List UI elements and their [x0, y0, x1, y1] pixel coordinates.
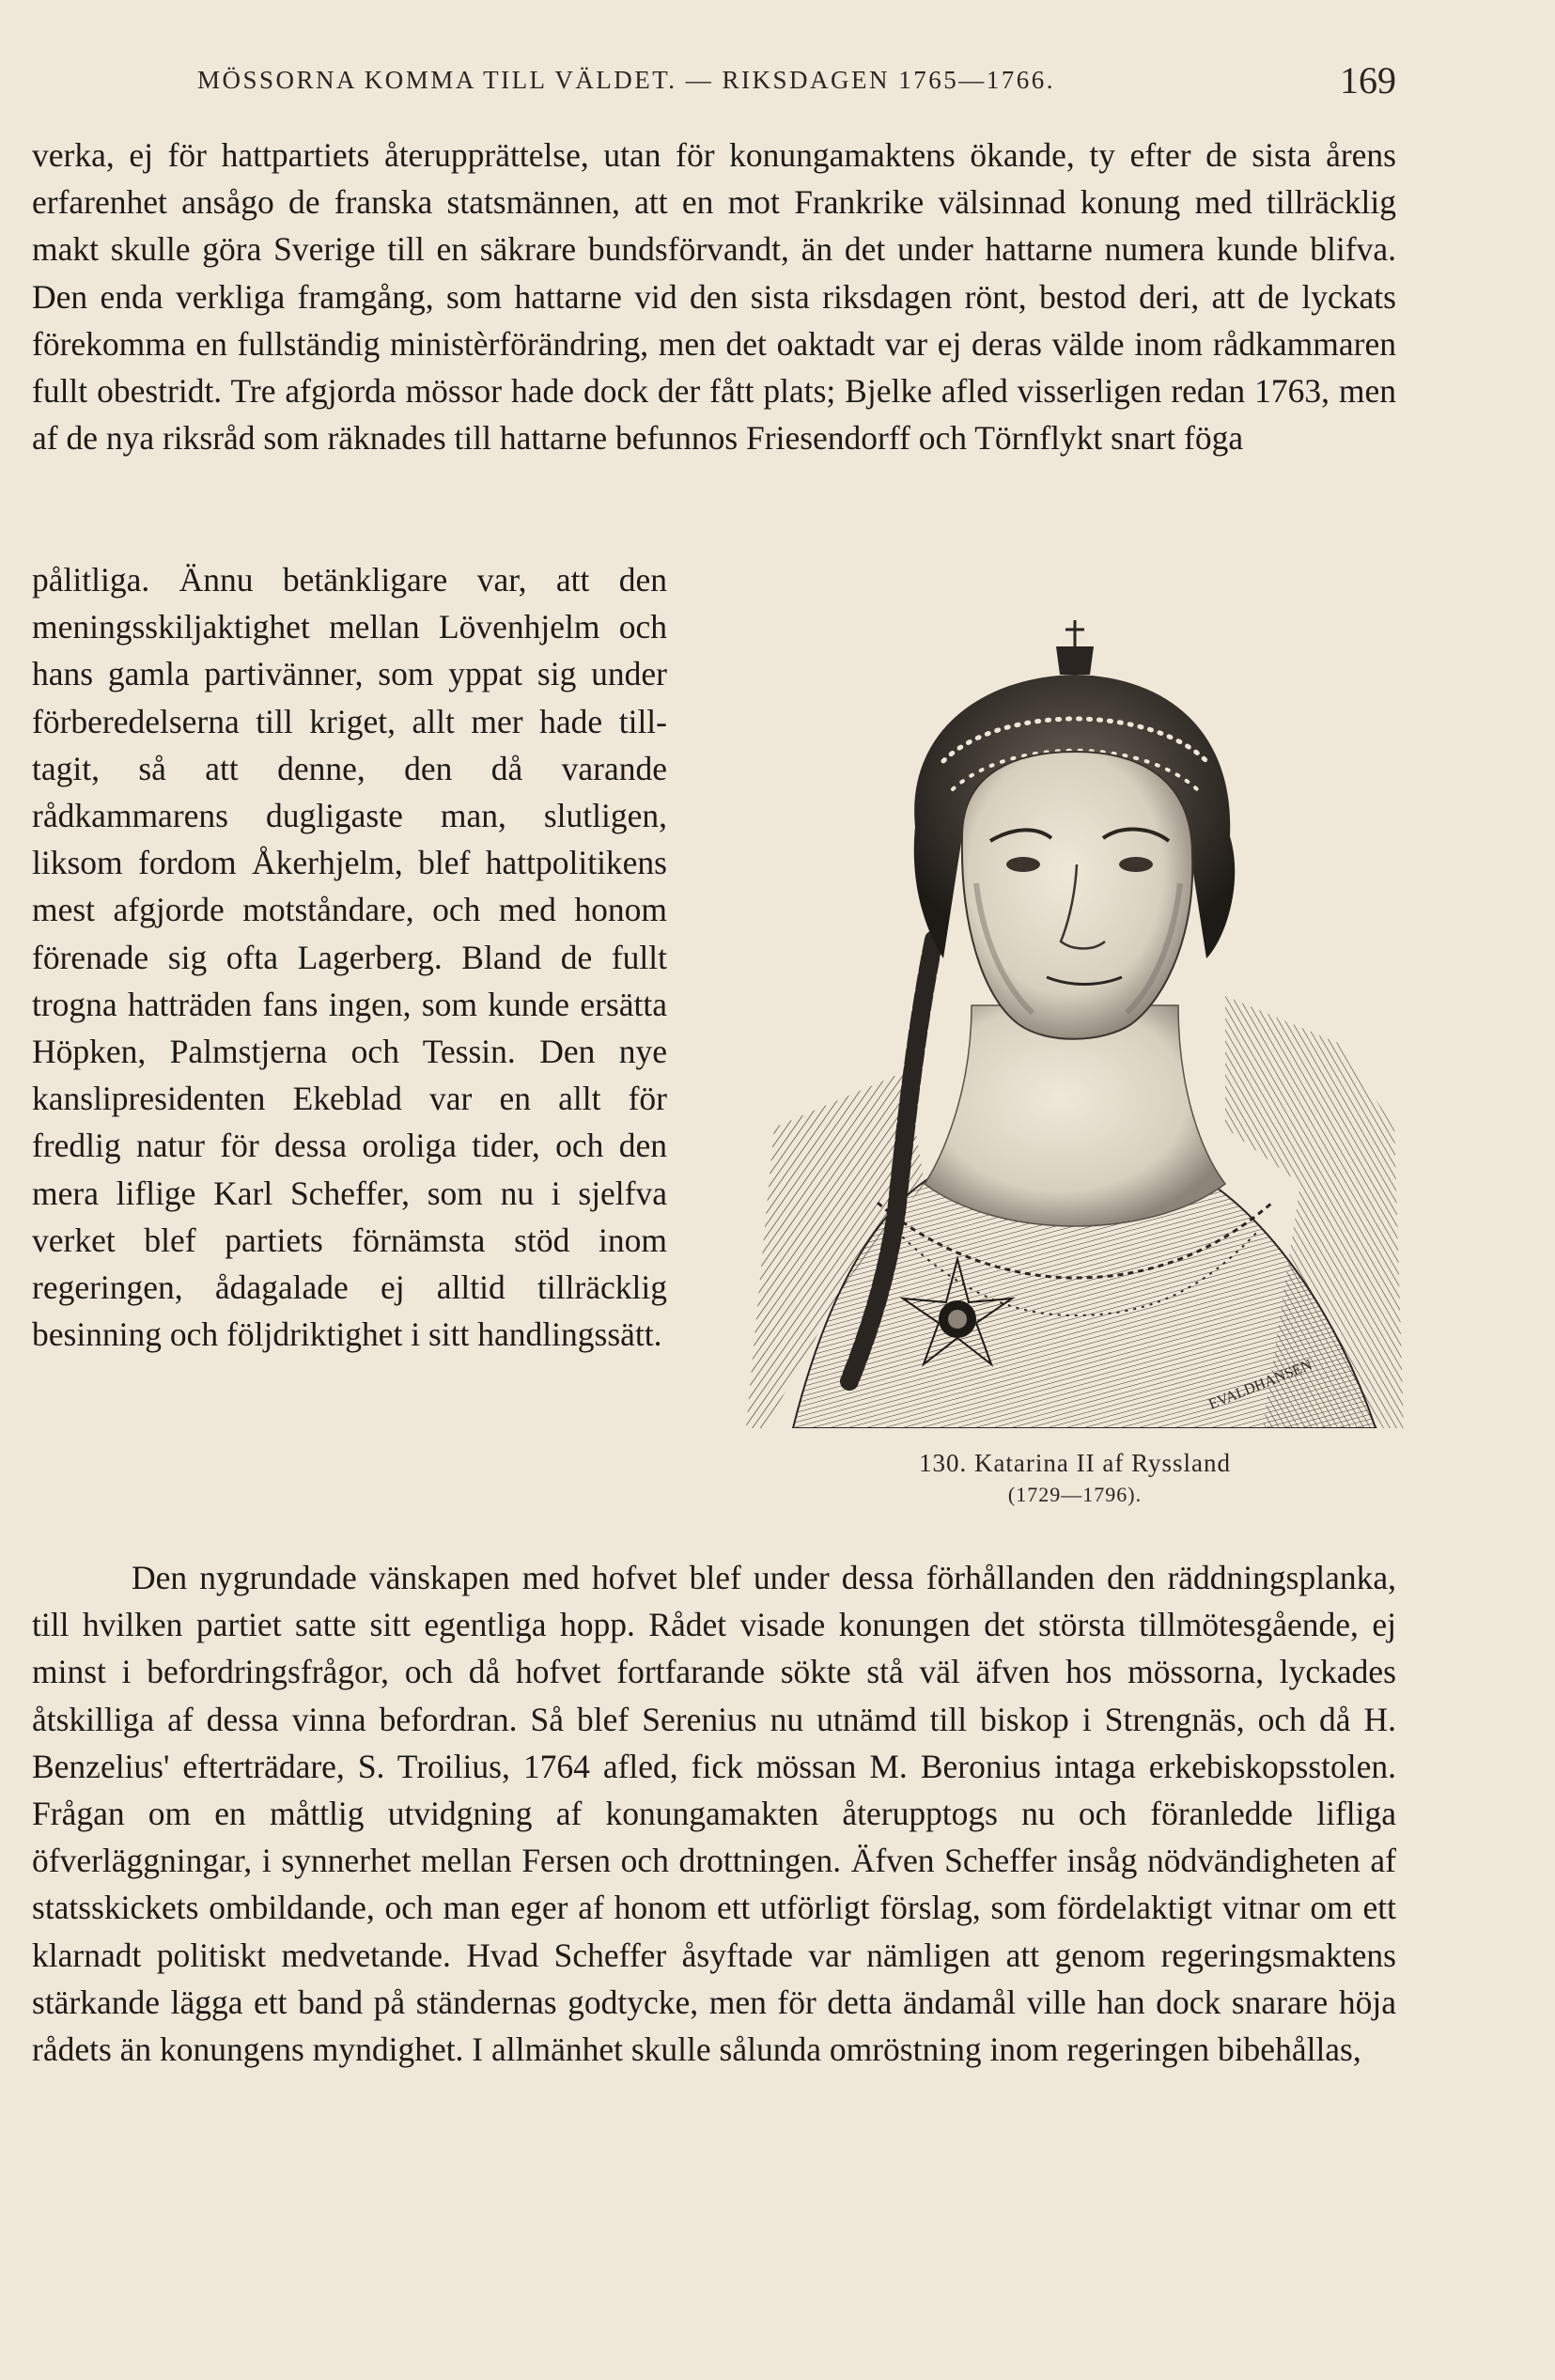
- body-text-beside-figure: [32, 556, 667, 1358]
- book-page: [32, 0, 1396, 2380]
- paragraph-top: verka, ej för hattpartiets återupprättelse, utan för konungamaktens ökande, ty efter de sista årens erfarenhet ansågo de franska statsmännen, att en mot Frankrike välsinnad konung med tillräcklig makt skulle göra Sverige till en säkrare bundsförvandt, än det under hattarne numera kunde blifva. Den enda verkliga framgång, som hattarne vid den sista riksdagen rönt, bestod deri, att de lyckats förekomma en fullständig ministèrförändring, men det oaktadt var ej deras välde inom rådkammaren fullt obestridt. Tre afgjorda mössor hade dock der fått plats; Bjelke afled visserligen redan 1763, men af de nya riksråd som räknades till hattarne befunnos Friesendorff och Törnflykt snart föga: [32, 136, 1396, 458]
- body-text-top: [32, 132, 1396, 461]
- paragraph-bottom: Den nygrundade vänskapen med hofvet blef under dessa förhållanden den räddningsplanka, till hvilken partiet satte sitt egentliga hopp. Rådet visade konungen det största tillmötesgående, ej minst i befordringsfrågor, och då hofvet fortfarande sökte stå väl äfven hos mössorna, lyckades åtskilliga af dessa vinna befordran. Så blef Serenius nu utnämd till biskop i Strengnäs, och då H. Benzelius' efterträdare, S. Troilius, 1764 afled, fick mössan M. Beronius intaga erkebiskopsstolen. Frågan om en måttlig utvidgning af konungamakten återupptogs nu och föranledde lifliga öfverläggningar, i synnerhet mellan Fersen och drottningen. Äfven Scheffer insåg nödvändigheten af statsskickets ombildande, och man eger af honom ett utförligt förslag, som fördelaktigt vitnar om ett klarnadt politiskt medvetande. Hvad Scheffer åsyftade var nämligen att genom regeringsmaktens stärkande lägga ett band på ständernas godtycke, men för detta ändamål ville han dock snarare höja rådets än konungens myndighet. I allmänhet skulle sålunda omröstning inom regeringen bibehållas,: [32, 1559, 1396, 2069]
- engraver-signature: EVALDHANSEN: [1206, 1357, 1315, 1413]
- engraved-portrait: [737, 601, 1413, 1428]
- body-text-bottom: [32, 1554, 1396, 2073]
- page-number: 169: [1340, 59, 1396, 101]
- figure-dates: (1729—1796).: [1007, 1483, 1143, 1506]
- running-head: [32, 58, 1396, 105]
- running-title: MÖSSORNA KOMMA TILL VÄLDET. — RIKSDAGEN 1765—1766.: [197, 66, 1056, 94]
- figure-caption: 130. Katarina II af Ryssland: [918, 1449, 1232, 1477]
- figure-portrait-katarina: [737, 601, 1413, 1513]
- paragraph-beside-figure: pålitliga. Ännu betänkligare var, att den meningsskiljaktighet mellan Lövenhjelm och hans gamla partivänner, som yppat sig under förberedelserna till kriget, allt mer hade tilltagit, så att denne, den då varande rådkammarens dugligaste man, slutligen, liksom fordom Åkerhjelm, blef hattpolitikens mest afgjorde motståndare, och med honom förenade sig ofta Lagerberg. Bland de fullt trogna hatträden fans ingen, som kunde ersätta Höpken, Palmstjerna och Tessin. Den nye kanslipresidenten Ekeblad var en allt för fredlig natur för dessa oroliga tider, och den mera liflige Karl Scheffer, som nu i sjelfva verket blef partiets förnämsta stöd inom regeringen, ådagalade ej alltid tillräcklig besinning och följdriktighet i sitt handlingssätt.: [32, 561, 667, 1354]
